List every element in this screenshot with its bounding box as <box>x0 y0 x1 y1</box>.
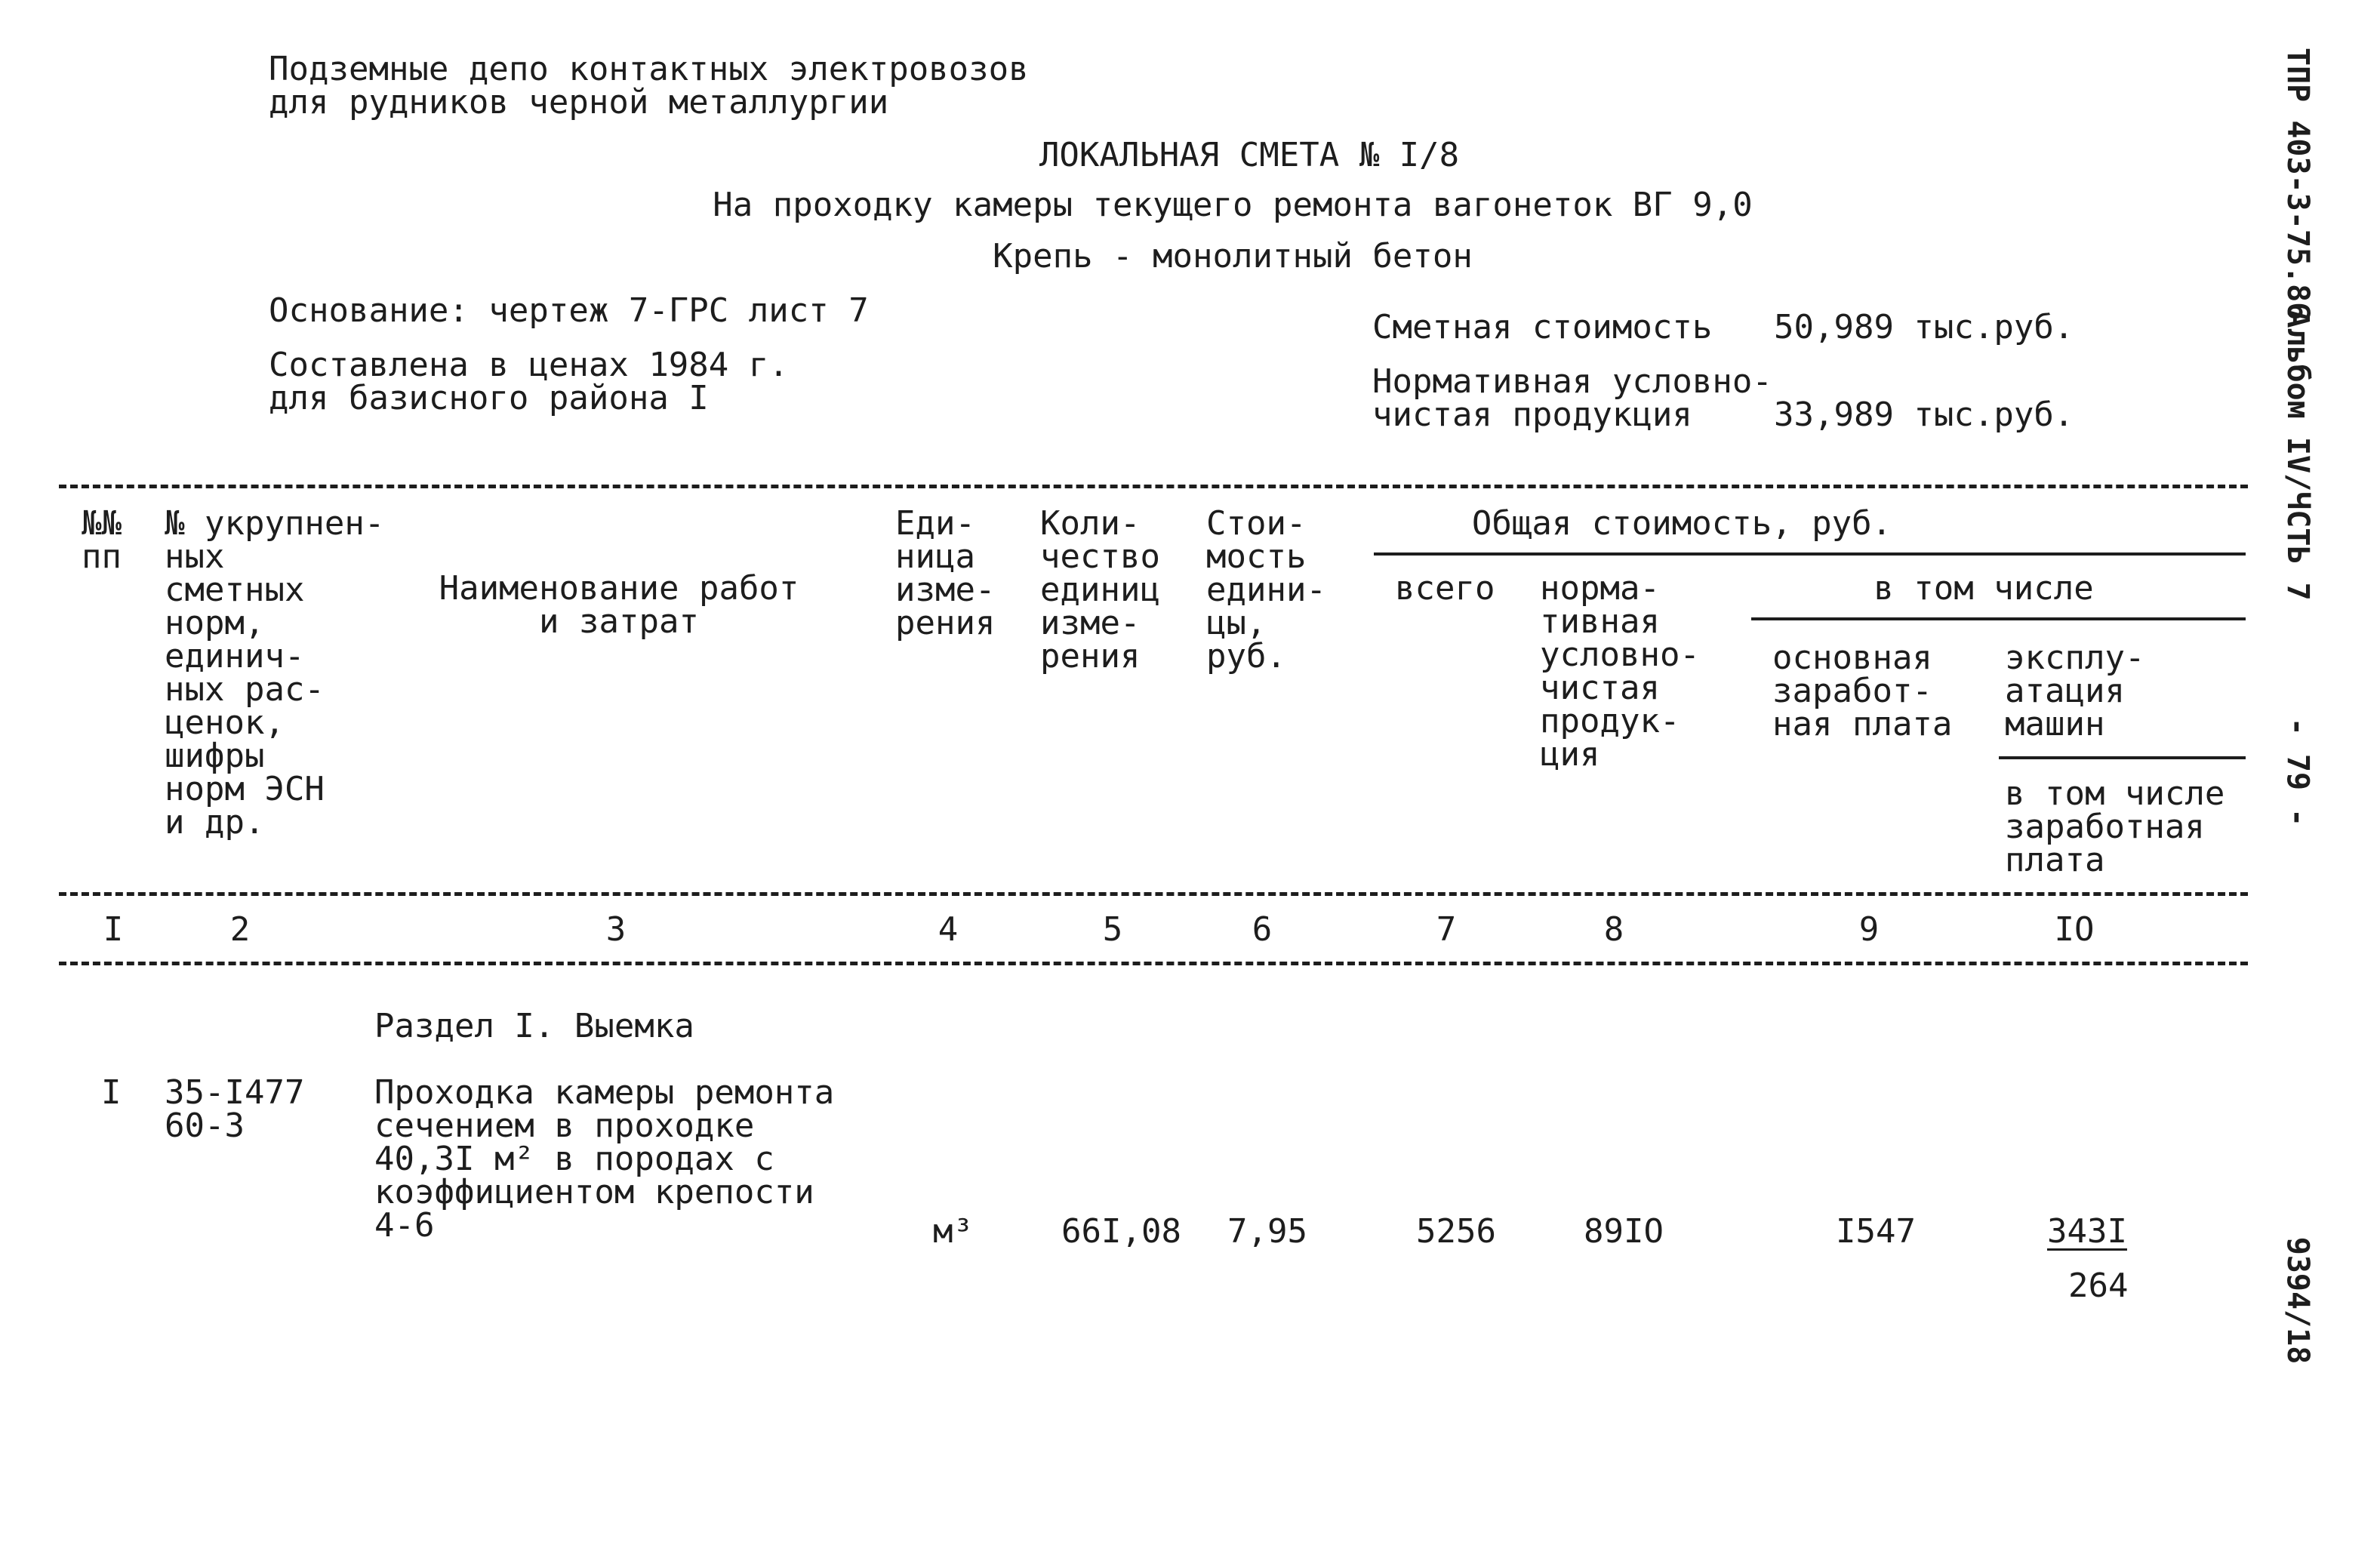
estimated-cost-label: Сметная стоимость <box>1372 308 1713 346</box>
header-work-name: Наименование работ и затрат <box>439 569 799 641</box>
header-machines-wages: в том числе заработная плата <box>2005 774 2225 879</box>
row-norm-code: 35-I477 60-3 <box>165 1073 305 1145</box>
header-unit-cost: Стои- мость едини- цы, руб. <box>1206 504 1326 676</box>
row-total: 5256 <box>1416 1212 1496 1251</box>
normative-label-line-2: чистая продукция <box>1372 396 1692 434</box>
column-number: 8 <box>1603 910 1624 949</box>
row-quantity: 66I,08 <box>1061 1212 1181 1251</box>
column-number: 7 <box>1436 910 1457 949</box>
document-title: ЛОКАЛЬНАЯ СМЕТА № I/8 <box>1039 136 1460 174</box>
column-number: I <box>103 910 124 949</box>
header-normative: норма- тивная условно- чистая продук- ция <box>1540 569 1700 774</box>
document-subtitle-1: На проходку камеры текущего ремонта вагонеток ВГ 9,0 <box>713 186 1753 224</box>
organization-line-1: Подземные депо контактных электровозов <box>269 50 1029 88</box>
header-total-cost-group: Общая стоимость, руб. <box>1471 504 1892 543</box>
column-number: 4 <box>938 910 959 949</box>
prices-line-2: для базисного района I <box>269 379 709 417</box>
header-wages: основная заработ- ная плата <box>1772 639 1953 743</box>
header-including-group: в том числе <box>1874 569 2094 608</box>
margin-page-number: - 79 - <box>2280 717 2315 827</box>
column-number: 3 <box>605 910 627 949</box>
header-row-number: №№ пп <box>82 504 122 576</box>
column-number: 6 <box>1252 910 1273 949</box>
column-numbers-rule <box>59 962 2248 965</box>
header-unit: Еди- ница изме- рения <box>895 504 996 642</box>
header-total: всего <box>1395 569 1495 608</box>
margin-album: Альбом IV/ЧСТЬ 7 <box>2280 309 2315 601</box>
row-machines-wages: 264 <box>2068 1267 2129 1305</box>
row-number: I <box>101 1073 122 1112</box>
margin-bottom-code: 9394/18 <box>2280 1236 2315 1365</box>
header-quantity: Коли- чество единиц изме- рения <box>1040 504 1160 676</box>
row-work-name: Проходка камеры ремонта сечением в проходке 40,3I м² в породах с коэффициентом крепости 4-6 <box>374 1073 835 1245</box>
row-unit: м³ <box>933 1212 973 1251</box>
basis-drawing: Основание: чертеж 7-ГРС лист 7 <box>269 291 869 330</box>
header-machines: эксплу- атация машин <box>2005 639 2145 743</box>
machines-rule <box>1999 756 2246 759</box>
normative-label-line-1: Нормативная условно- <box>1372 362 1772 401</box>
header-bottom-rule <box>59 892 2248 896</box>
column-number: 9 <box>1858 910 1880 949</box>
row-wages: I547 <box>1836 1212 1916 1251</box>
column-number: IO <box>2054 910 2095 949</box>
header-norm-code: № укрупнен- ных сметных норм, единич- ных рас- ценок, шифры норм ЭСН и др. <box>165 504 385 842</box>
row-machines: 343I <box>2047 1212 2127 1251</box>
table-top-rule <box>59 485 2248 488</box>
section-title: Раздел I. Выемка <box>374 1007 694 1045</box>
organization-line-2: для рудников черной металлургии <box>269 83 889 122</box>
margin-document-code: ТПР 403-3-75.86 <box>2280 48 2315 321</box>
prices-line-1: Составлена в ценах 1984 г. <box>269 346 789 384</box>
document-subtitle-2: Крепь - монолитный бетон <box>993 237 1473 275</box>
row-normative: 89IO <box>1584 1212 1664 1251</box>
row-unit-cost: 7,95 <box>1227 1212 1307 1251</box>
total-cost-rule <box>1374 552 2246 556</box>
estimated-cost-value: 50,989 тыс.руб. <box>1774 308 2074 346</box>
column-number: 2 <box>229 910 251 949</box>
normative-value: 33,989 тыс.руб. <box>1774 396 2074 434</box>
including-rule <box>1751 617 2246 620</box>
column-number: 5 <box>1102 910 1123 949</box>
